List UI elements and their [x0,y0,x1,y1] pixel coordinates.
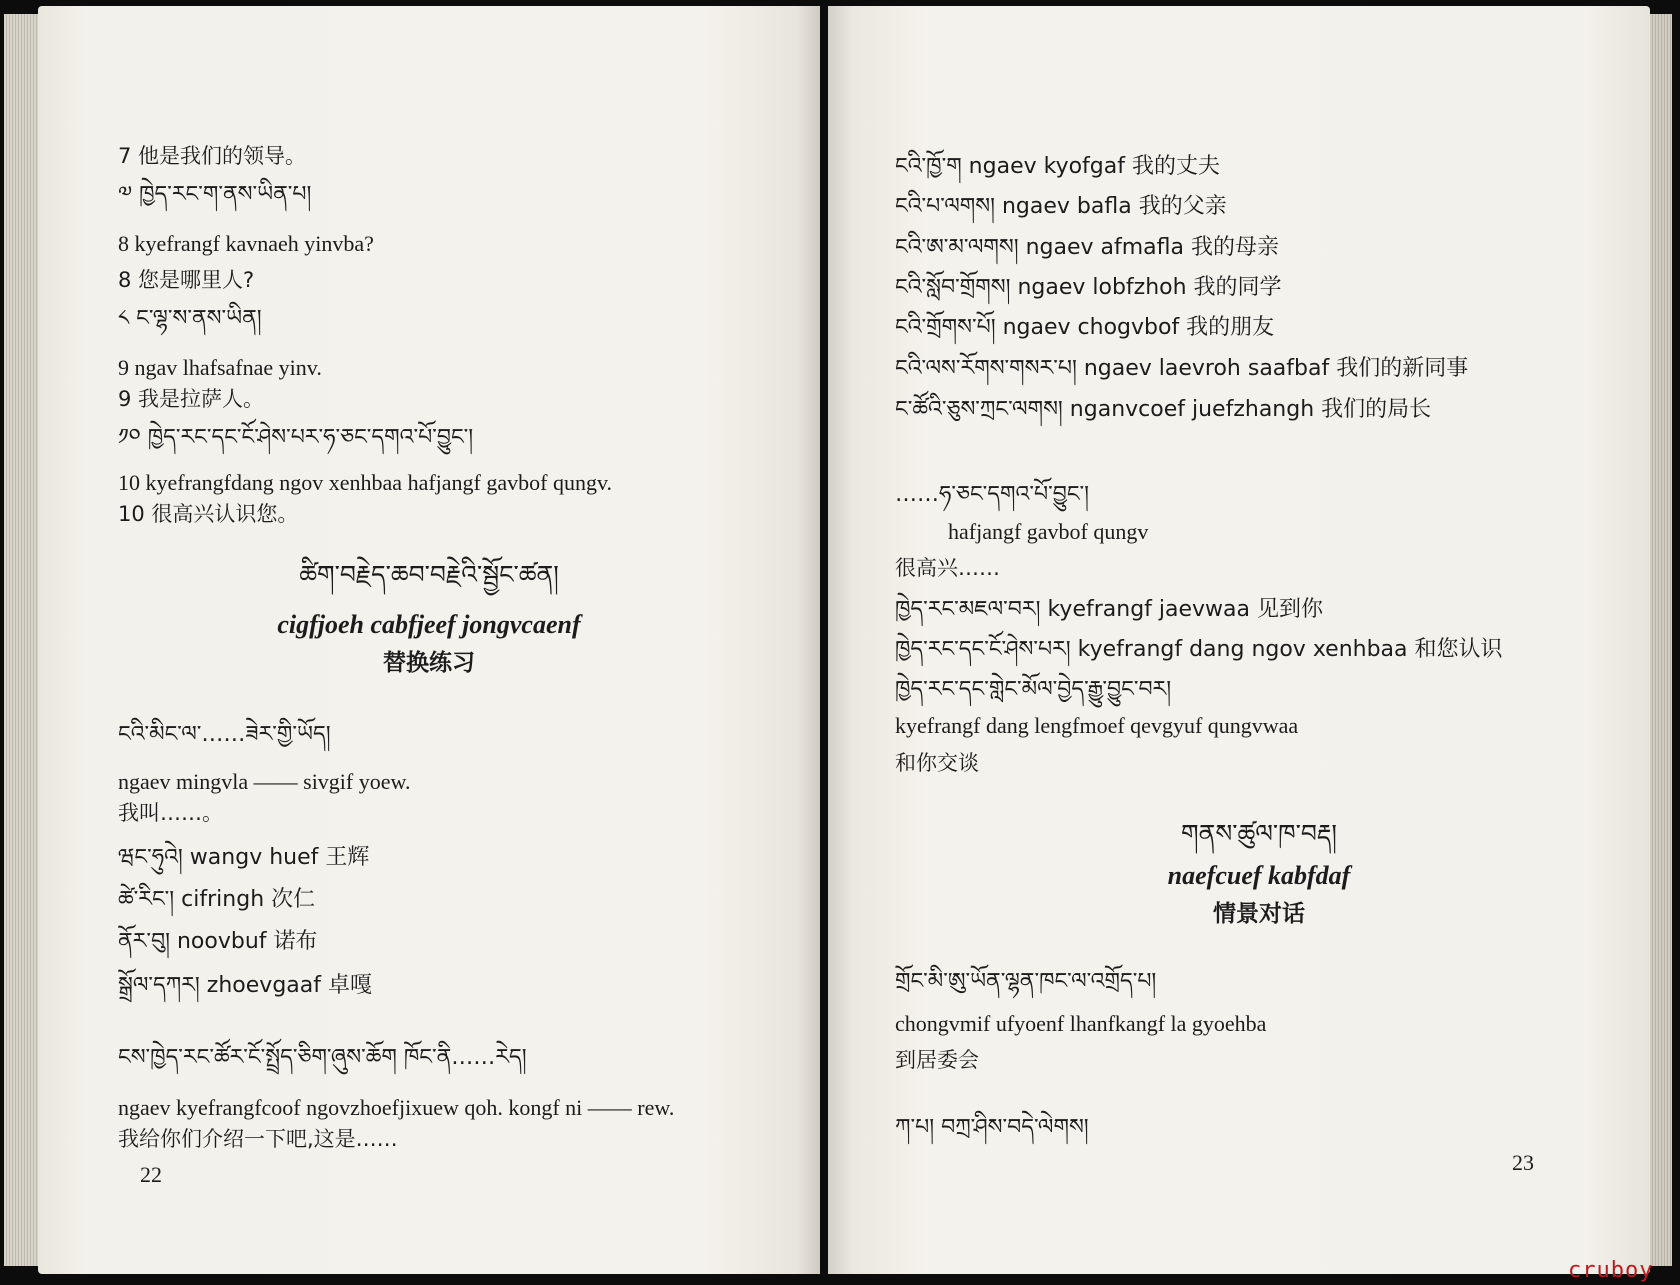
left-ex-line-5: ཚེ་རིང་། cifringh 次仁 [118,887,316,912]
right-line-10: 很高兴…… [895,556,1000,580]
right-line-9: hafjangf gavbof qungv [948,519,1149,544]
right-dialog-line-3: 到居委会 [895,1048,979,1072]
right-line-12: ཁྱེད་རང་དང་ངོ་ཤེས་པར། kyefrangf dang ngov xenhbaa 和您认识 [895,637,1503,662]
watermark-text: cruboy [1568,1258,1654,1283]
left-line-9: 10 kyefrangfdang ngov xenhbaa hafjangf gavbof qungv. [118,470,613,495]
left-ex-line-1: ངའི་མིང་ལ་……ཟེར་གྱི་ཡོད། [118,722,331,747]
page-edges-left [4,14,38,1266]
right-section-heading: 情景对话 [1213,901,1305,927]
left-line-4: 8 您是哪里人? [118,268,255,292]
right-dialog-line-4: ཀ་པ། བཀྲ་ཤིས་བདེ་ལེགས། [895,1115,1089,1140]
right-line-2: ངའི་པ་ལགས། ngaev bafla 我的父亲 [895,194,1227,219]
right-line-5: ངའི་གྲོགས་པོ། ngaev chogvbof 我的朋友 [895,315,1275,340]
right-section-tibetan: གནས་ཚུལ་ཁ་བརྡ། [1181,819,1337,848]
left-ex-line-3: 我叫……。 [118,801,223,825]
left-line-10: 10 很高兴认识您。 [118,502,299,526]
right-line-11: ཁྱེད་རང་མཇལ་བར། kyefrangf jaevwaa 见到你 [895,597,1324,622]
right-line-13: ཁྱེད་རང་དང་གླེང་མོལ་བྱེད་རྒྱུ་བྱུང་བར། [895,677,1172,702]
left-ex-line-6: ནོར་བུ། noovbuf 诺布 [118,929,318,954]
right-line-3: ངའི་ཨ་མ་ལགས། ngaev afmafla 我的母亲 [895,235,1279,260]
right-page-number: 23 [1512,1150,1534,1175]
left-ex-line-10: 我给你们介绍一下吧,这是…… [118,1127,398,1151]
left-ex-line-7: སྒྲོལ་དཀར། zhoevgaaf 卓嘎 [118,973,372,998]
left-line-2: ༧ ཁྱེད་རང་ག་ནས་ཡིན་པ། [118,182,312,207]
right-line-1: ངའི་ཁྱོ་ག ngaev kyofgaf 我的丈夫 [895,154,1220,179]
right-page [828,6,1650,1274]
right-line-4: ངའི་སློབ་གྲོགས། ngaev lobfzhoh 我的同学 [895,275,1282,300]
left-section-heading: 替换练习 [383,650,475,676]
left-ex-line-9: ngaev kyefrangfcoof ngovzhoefjixuew qoh. kongf ni —— rew. [118,1095,675,1120]
left-section-roman: cigfjoeh cabfjeef jongvcaenf [277,610,581,639]
left-page [38,6,820,1274]
left-line-3: 8 kyefrangf kavnaeh yinvba? [118,231,374,256]
left-ex-line-2: ngaev mingvla —— sivgif yoew. [118,769,411,794]
left-line-5: ༨ ང་ལྷ་ས་ནས་ཡིན། [118,306,262,331]
right-section-roman: naefcuef kabfdaf [1167,861,1351,890]
left-ex-line-4: ཝང་ཧུའེ། wangv huef 王辉 [118,845,370,870]
left-page-number: 22 [140,1162,162,1187]
left-section-tibetan: ཚིག་བརྗེད་ཆབ་བརྗེའི་སྦྱོང་ཚན། [299,560,559,589]
right-line-7: ང་ཚོའི་ཅུས་ཀྲང་ལགས། nganvcoef juefzhangh 我们的局长 [895,397,1432,422]
right-line-8: ……ཧ་ཅང་དགའ་པོ་བྱུང་། [895,482,1090,507]
left-line-7: 9 我是拉萨人。 [118,387,265,411]
left-line-6: 9 ngav lhafsafnae yinv. [118,355,322,380]
left-ex-line-8: ངས་ཁྱེད་རང་ཚོར་ངོ་སྤྲོད་ཅིག་ཞུས་ཆོག ཁོང་ནི……རེད། [118,1045,527,1070]
right-line-14: kyefrangf dang lengfmoef qevgyuf qungvwaa [895,713,1299,738]
left-line-8: ༡༠ ཁྱེད་རང་དང་ངོ་ཤེས་པར་ཧ་ཅང་དགའ་པོ་བྱུང་། [118,425,474,450]
right-line-15: 和你交谈 [895,751,979,775]
right-dialog-line-2: chongvmif ufyoenf lhanfkangf la gyoehba [895,1011,1267,1036]
right-dialog-line-1: གྲོང་མི་ཨུ་ཡོན་ལྷན་ཁང་ལ་འགྲོད་པ། [895,969,1157,994]
page-edges-right [1650,14,1672,1266]
right-line-6: ངའི་ལས་རོགས་གསར་པ། ngaev laevroh saafbaf 我们的新同事 [895,356,1469,381]
left-line-1: 7 他是我们的领导。 [118,144,307,168]
